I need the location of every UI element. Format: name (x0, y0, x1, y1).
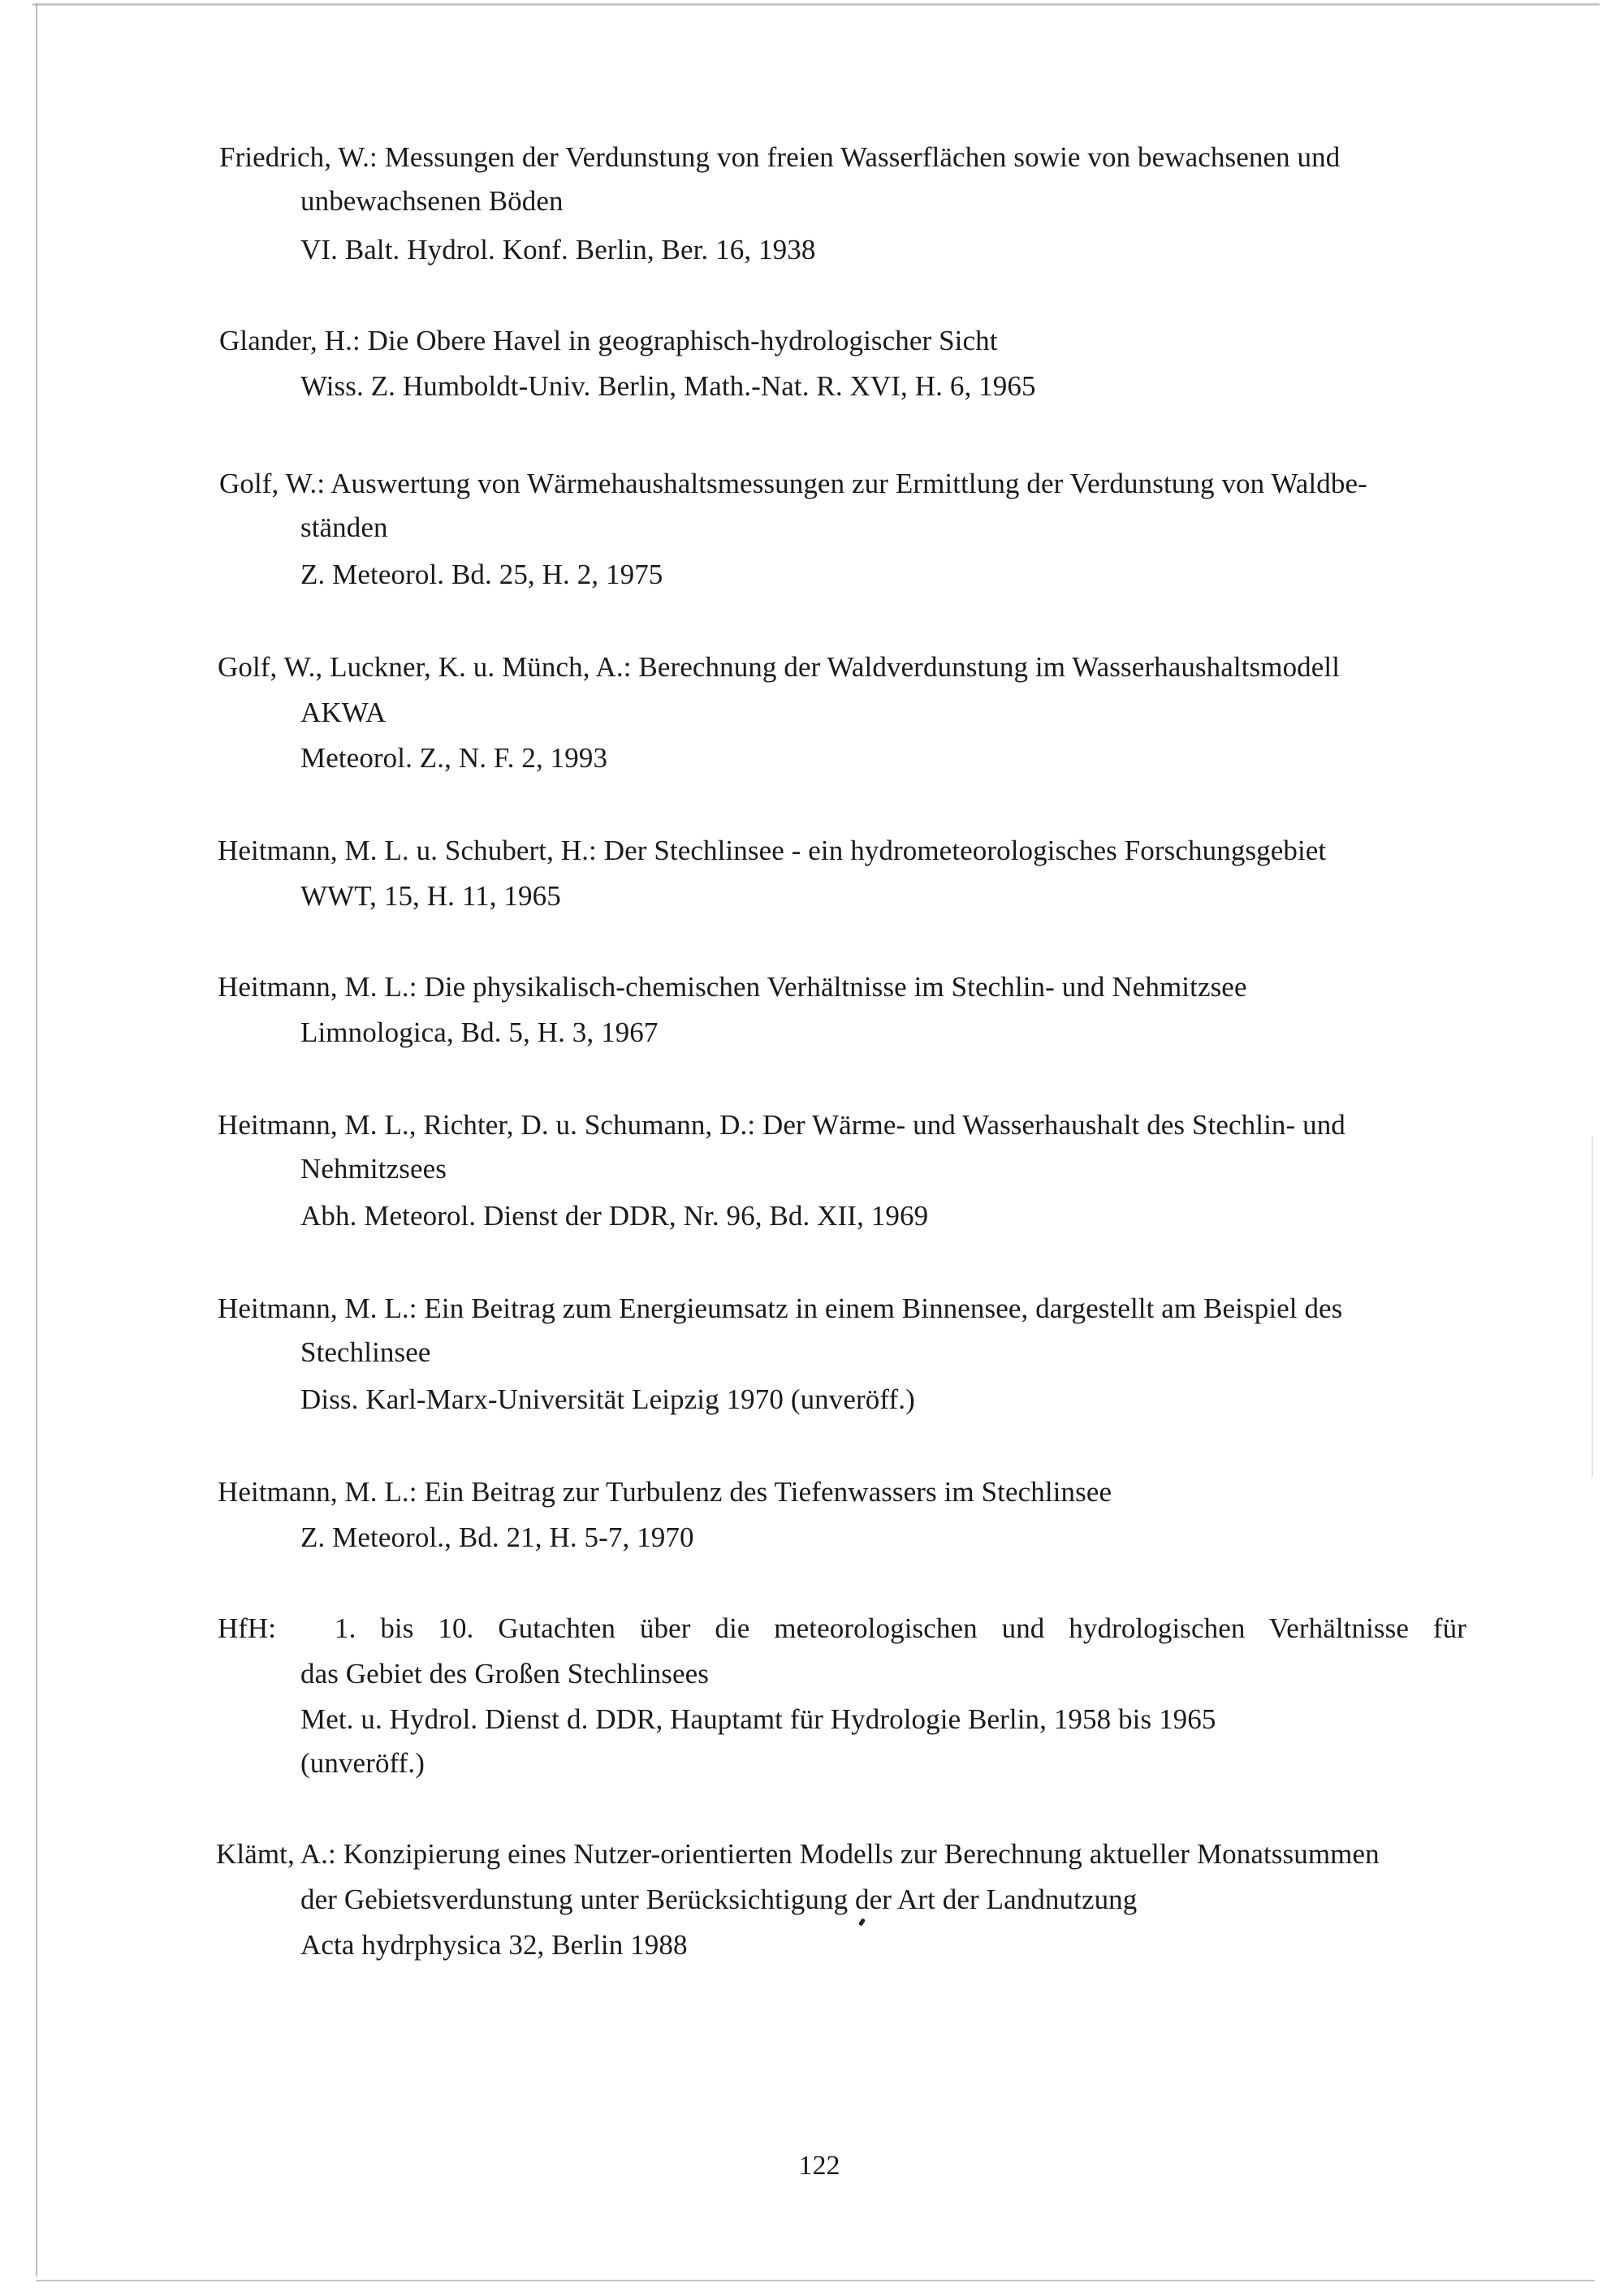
reference-line: unbewachsenen Böden (300, 185, 564, 217)
reference-line: (unveröff.) (300, 1747, 425, 1779)
reference-source-line: Abh. Meteorol. Dienst der DDR, Nr. 96, Bd. XII, 1969 (300, 1200, 929, 1232)
reference-line: Nehmitzsees (300, 1153, 447, 1185)
reference-author-line: Heitmann, M. L.: Die physikalisch-chemischen Verhältnisse im Stechlin- und Nehmitzsee (218, 971, 1247, 1003)
reference-source-line: WWT, 15, H. 11, 1965 (300, 880, 561, 912)
reference-author-line: Heitmann, M. L.: Ein Beitrag zur Turbulenz des Tiefenwassers im Stechlinsee (218, 1476, 1112, 1508)
scan-speck (858, 1918, 866, 1926)
reference-source-line: VI. Balt. Hydrol. Konf. Berlin, Ber. 16, 1938 (300, 234, 816, 265)
reference-author-line: Heitmann, M. L. u. Schubert, H.: Der Stechlinsee - ein hydrometeorologisches Forschungsgebiet (218, 835, 1327, 866)
reference-author-line: Golf, W.: Auswertung von Wärmehaushaltsmessungen zur Ermittlung der Verdunstung von Waldbe- (219, 468, 1367, 499)
reference-source-line: Acta hydrphysica 32, Berlin 1988 (300, 1929, 688, 1961)
reference-line: ständen (300, 511, 388, 543)
reference-line: das Gebiet des Großen Stechlinsees (300, 1658, 709, 1690)
reference-line: AKWA (300, 697, 387, 728)
page-number: 122 (798, 2151, 840, 2181)
reference-source-line: Meteorol. Z., N. F. 2, 1993 (300, 742, 608, 774)
reference-author-line: Heitmann, M. L., Richter, D. u. Schumann, D.: Der Wärme- und Wasserhaushalt des Stechlin- und (218, 1109, 1345, 1141)
reference-source-line: Diss. Karl-Marx-Universität Leipzig 1970 (unveröff.) (300, 1383, 915, 1415)
reference-author-line: Klämt, A.: Konzipierung eines Nutzer-orientierten Modells zur Berechnung aktueller Monatssummen (216, 1838, 1380, 1870)
reference-label: HfH: (218, 1612, 276, 1644)
reference-author-line: Heitmann, M. L.: Ein Beitrag zum Energieumsatz in einem Binnensee, dargestellt am Beispiel des (218, 1293, 1343, 1324)
reference-source-line: Limnologica, Bd. 5, H. 3, 1967 (300, 1016, 659, 1048)
reference-title-line: 1. bis 10. Gutachten über die meteorologischen und hydrologischen Verhältnisse für (335, 1612, 1466, 1644)
reference-author-line: Glander, H.: Die Obere Havel in geographisch-hydrologischer Sicht (219, 325, 998, 356)
reference-source-line: Met. u. Hydrol. Dienst d. DDR, Hauptamt für Hydrologie Berlin, 1958 bis 1965 (300, 1703, 1216, 1735)
reference-source-line: Z. Meteorol. Bd. 25, H. 2, 1975 (300, 559, 663, 590)
reference-source-line: Wiss. Z. Humboldt-Univ. Berlin, Math.-Nat. R. XVI, H. 6, 1965 (300, 370, 1036, 402)
reference-line: der Gebietsverdunstung unter Berücksichtigung der Art der Landnutzung (300, 1884, 1138, 1915)
reference-source-line: Z. Meteorol., Bd. 21, H. 5-7, 1970 (300, 1521, 694, 1553)
reference-author-line: Golf, W., Luckner, K. u. Münch, A.: Berechnung der Waldverdunstung im Wasserhaushaltsmodell (218, 651, 1341, 683)
reference-line: Stechlinsee (300, 1336, 431, 1368)
reference-author-line: Friedrich, W.: Messungen der Verdunstung von freien Wasserflächen sowie von bewachsenen und (219, 141, 1341, 173)
